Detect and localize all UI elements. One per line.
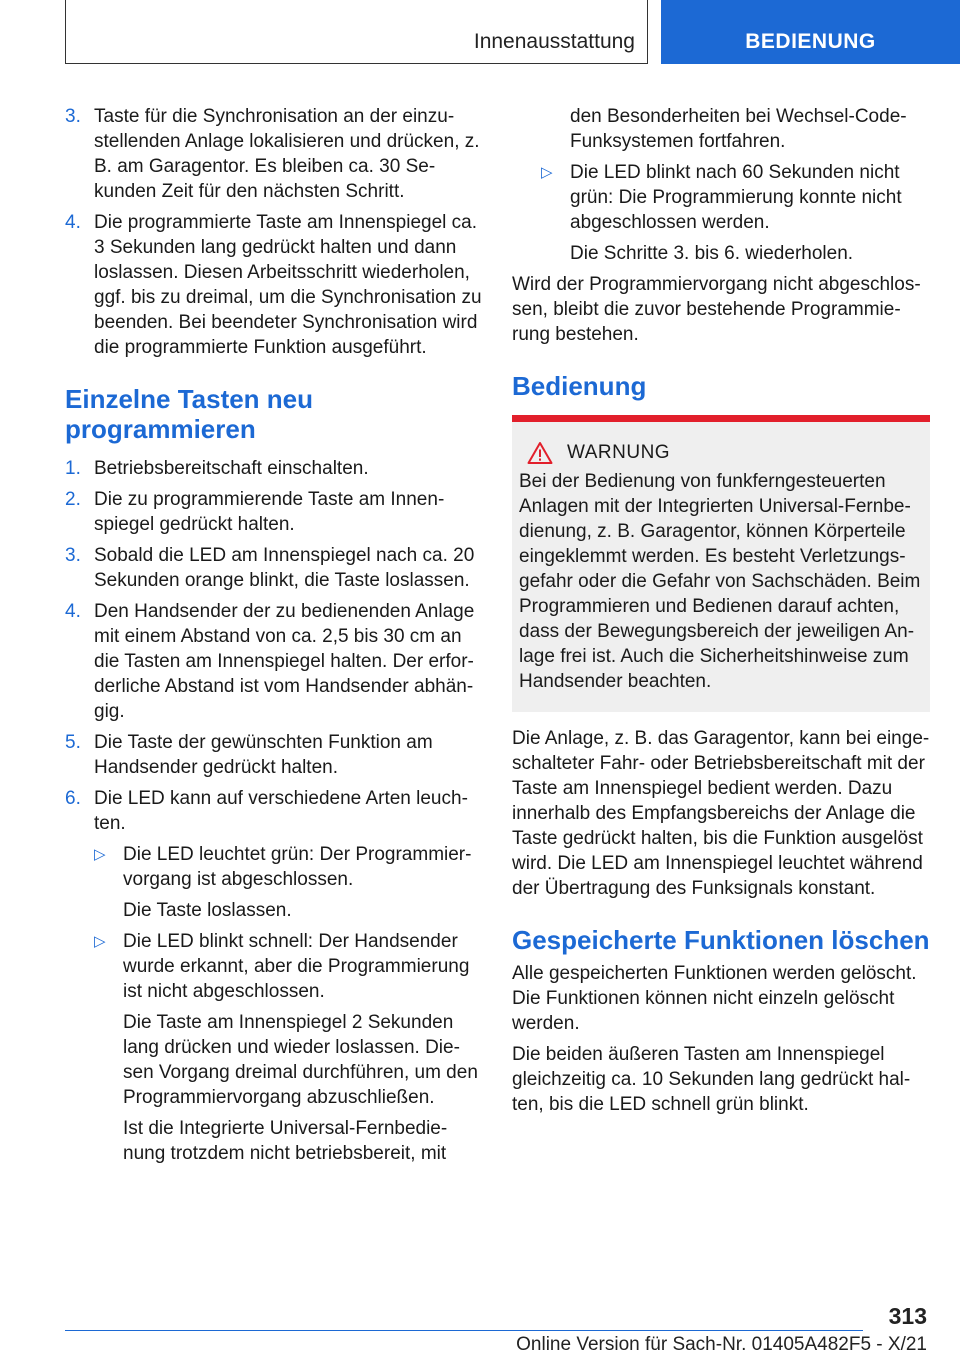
section-tab — [661, 0, 960, 64]
step-body — [94, 786, 483, 1172]
step-item — [65, 730, 483, 780]
sub-body — [123, 842, 483, 923]
sub-item — [94, 842, 483, 923]
sub-text: Die LED blinkt nach 60 Sekunden nicht grün: Die Programmierung konnte nicht abgeschlossen werden. — [570, 162, 902, 233]
step-item — [65, 599, 483, 724]
sub-text: Die LED blinkt schnell: Der Handsender wurde erkannt, aber die Programmierung ist nicht abgeschlossen. — [123, 931, 470, 1002]
warning-box — [512, 415, 930, 712]
chapter-title: Innenausstattung — [473, 30, 635, 53]
step-item — [65, 104, 483, 204]
step-text: Die programmierte Taste am Innenspiegel ca. 3 Sekunden lang gedrückt halten und dann loslassen. Diesen Arbeitsschritt wiederholen, ggf. bis zu dreimal, um die Synchronisation zu beenden. Bei beendeter Synchronisation wird die programmierte Funktion ausgeführt. — [94, 212, 482, 358]
step-text: Die Taste der gewünschten Funktion am Handsender gedrückt halten. — [94, 732, 433, 778]
step-number: 3. — [65, 106, 81, 127]
step-item — [65, 210, 483, 360]
step-item — [65, 543, 483, 593]
page-number: 313 — [888, 1303, 927, 1329]
right-column — [512, 104, 930, 1123]
footer-text: Online Version für Sach-Nr. 01405A482F5 - X/21 — [516, 1334, 927, 1355]
step-text: Sobald die LED am Innenspiegel nach ca. 20 Sekunden orange blinkt, die Taste loslassen. — [94, 545, 475, 591]
sub-followup: Die Taste loslassen. — [123, 900, 292, 921]
sub-body — [570, 160, 930, 266]
sub-body — [123, 929, 483, 1166]
paragraph: Die Anlage, z. B. das Garagentor, kann bei eingeschalteter Fahr- oder Betriebsbereitschaft mit der Taste am Innenspiegel bedient werden. Dazu innerhalb des Empfangsbereichs der Anlage die Taste gedrückt halten, bis die Funktion ausgelöst wird. Die LED am Innenspiegel leuchtet während der Übertragung des Funksignals konstant. — [512, 728, 930, 899]
sub-followup: Die Schritte 3. bis 6. wiederholen. — [570, 243, 854, 264]
header-tab — [65, 0, 648, 64]
triangle-right-icon: ▷ — [541, 164, 553, 181]
step-number: 4. — [65, 212, 81, 233]
step-number: 3. — [65, 545, 81, 566]
paragraph: Die beiden äußeren Tasten am Innenspiegel gleichzeitig ca. 10 Sekunden lang gedrückt halten, bis die LED schnell grün blinkt. — [512, 1044, 911, 1115]
sub-item — [94, 929, 483, 1166]
step-text: Die LED kann auf verschiedene Arten leuchten. — [94, 788, 468, 834]
sub-text: Die LED leuchtet grün: Der Programmiervorgang ist abgeschlossen. — [123, 844, 472, 890]
step-item — [65, 456, 483, 481]
triangle-right-icon: ▷ — [94, 846, 106, 863]
paragraph: Alle gespeicherten Funktionen werden gelöscht. Die Funktionen können nicht einzeln gelöscht werden. — [512, 963, 917, 1034]
warning-title — [519, 440, 922, 465]
section-heading: Gespeicherte Funktionen löschen — [512, 925, 930, 955]
step-text: Taste für die Synchronisation an der einzustellenden Anlage lokalisieren und drücken, z. B. am Garagentor. Es bleiben ca. 30 Sekunden Zeit für den nächsten Schritt. — [94, 106, 480, 202]
triangle-right-icon: ▷ — [94, 933, 106, 950]
step-text: Den Handsender der zu bedienenden Anlage mit einem Abstand von ca. 2,5 bis 30 cm an die Tasten am Innenspiegel halten. Der erforderliche Abstand ist vom Handsender abhängig. — [94, 601, 475, 722]
sub-item — [541, 160, 930, 266]
step-item — [65, 786, 483, 1172]
step-number: 1. — [65, 458, 81, 479]
warning-text: Bei der Bedienung von funkferngesteuerten Anlagen mit der Integrierten Universal-Fernbedienung, z. B. Garagentor, können Körperteile eingeklemmt werden. Es besteht Verletzungsgefahr oder die Gefahr von Sachschäden. Beim Programmieren und Bedienen darauf achten, dass der Bewegungsbereich der jeweiligen Anlage frei ist. Auch die Sicherheitshinweise zum Handsender beachten. — [519, 471, 921, 692]
step-number: 2. — [65, 489, 81, 510]
step-text: Die zu programmierende Taste am Innenspiegel gedrückt halten. — [94, 489, 445, 535]
step-number: 5. — [65, 732, 81, 753]
warning-triangle-icon — [527, 441, 553, 465]
continued-text: den Besonderheiten bei Wechsel-Code-Funksystemen fortfahren. — [570, 106, 907, 152]
section-heading: Bedienung — [512, 371, 647, 401]
step-item — [65, 487, 483, 537]
step-number: 4. — [65, 601, 81, 622]
left-column — [65, 104, 483, 1178]
step-text: Betriebsbereitschaft einschalten. — [94, 458, 369, 479]
step-number: 6. — [65, 788, 81, 809]
section-title: BEDIENUNG — [745, 30, 876, 53]
warning-label: WARNUNG — [567, 442, 671, 463]
paragraph: Wird der Programmiervorgang nicht abgeschlossen, bleibt die zuvor bestehende Programmierung bestehen. — [512, 274, 921, 345]
section-heading: Einzelne Tasten neu programmieren — [65, 384, 314, 444]
sub-followup: Die Taste am Innenspiegel 2 Sekunden lang drücken und wieder loslassen. Diesen Vorgang dreimal durchführen, um den Programmiervorgang abzuschließen. — [123, 1012, 478, 1108]
sub-followup: Ist die Integrierte Universal-Fernbedienung trotzdem nicht betriebsbereit, mit — [123, 1118, 448, 1164]
footer-divider — [65, 1330, 863, 1331]
